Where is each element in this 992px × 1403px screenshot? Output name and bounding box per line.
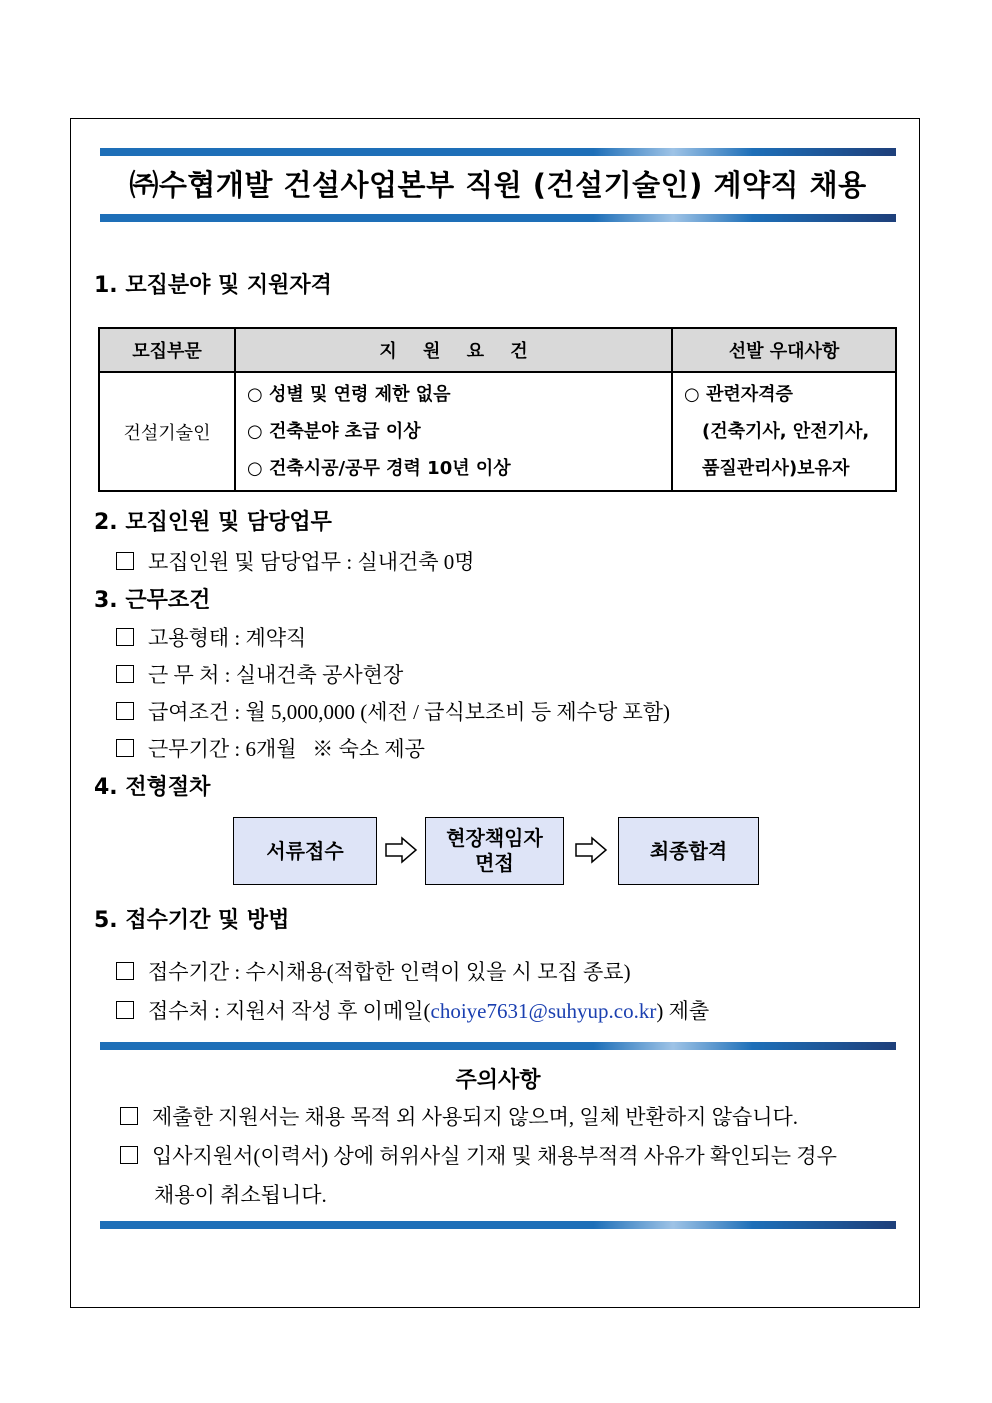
list-item: 근무기간 : 6개월 ※ 숙소 제공 bbox=[116, 733, 425, 763]
list-item: 모집인원 및 담당업무 : 실내건축 0명 bbox=[116, 546, 475, 576]
page-title: ㈜수협개발 건설사업본부 직원 (건설기술인) 계약직 채용 bbox=[129, 168, 867, 202]
checkbox-icon bbox=[116, 739, 134, 757]
preference-item: 품질관리사)보유자 bbox=[702, 458, 850, 479]
table-row bbox=[99, 372, 896, 491]
notice-item: 입사지원서(이력서) 상에 허위사실 기재 및 채용부적격 사유가 확인되는 경우 채용이 취소됩니다. bbox=[120, 1137, 837, 1215]
requirement-item: ○ 성별 및 연령 제한 없음 bbox=[247, 384, 451, 405]
list-item: 근 무 처 : 실내건축 공사현장 bbox=[116, 659, 403, 689]
requirements-table bbox=[98, 327, 897, 492]
title-bottom-bar bbox=[100, 214, 896, 222]
section-heading-4: 4. 전형절차 bbox=[94, 775, 211, 800]
list-item: 접수기간 : 수시채용(적합한 인력이 있을 시 모집 종료) bbox=[116, 956, 631, 986]
section-heading-3: 3. 근무조건 bbox=[94, 588, 211, 613]
list-item: 급여조건 : 월 5,000,000 (세전 / 급식보조비 등 제수당 포함) bbox=[116, 696, 670, 726]
title-top-bar bbox=[100, 148, 896, 156]
checkbox-icon bbox=[120, 1107, 138, 1125]
requirement-item: ○ 건축시공/공무 경력 10년 이상 bbox=[247, 458, 511, 479]
checkbox-icon bbox=[120, 1146, 138, 1164]
table-header-row bbox=[99, 328, 896, 372]
notice-bottom-bar bbox=[100, 1221, 896, 1229]
notice-item-continuation: 채용이 취소됩니다. bbox=[154, 1183, 327, 1207]
checkbox-icon bbox=[116, 552, 134, 570]
process-step-3: 최종합격 bbox=[618, 817, 759, 885]
section-heading-2: 2. 모집인원 및 담당업무 bbox=[94, 510, 332, 535]
checkbox-icon bbox=[116, 962, 134, 980]
email-link[interactable]: choiye7631@suhyup.co.kr bbox=[430, 999, 657, 1023]
table-header-requirements: 지 원 요 건 bbox=[235, 328, 672, 372]
list-item: 고용형태 : 계약직 bbox=[116, 622, 306, 652]
list-item: 접수처 : 지원서 작성 후 이메일(choiye7631@suhyup.co.kr) 제출 bbox=[116, 995, 709, 1025]
requirements-cell bbox=[235, 372, 672, 491]
field-cell bbox=[99, 372, 235, 491]
checkbox-icon bbox=[116, 628, 134, 646]
preference-item: (건축기사, 안전기사, bbox=[702, 421, 870, 442]
preferences-cell bbox=[672, 372, 896, 491]
notice-title: 주의사항 bbox=[455, 1068, 541, 1093]
process-step-1: 서류접수 bbox=[233, 817, 377, 885]
arrow-right-icon bbox=[574, 835, 608, 865]
checkbox-icon bbox=[116, 1001, 134, 1019]
notice-item: 제출한 지원서는 채용 목적 외 사용되지 않으며, 일체 반환하지 않습니다. bbox=[120, 1098, 798, 1137]
section-heading-5: 5. 접수기간 및 방법 bbox=[94, 908, 290, 933]
process-step-2: 현장책임자 면접 bbox=[425, 817, 564, 885]
preference-item: ○ 관련자격증 bbox=[684, 384, 793, 405]
table-header-field: 모집부문 bbox=[99, 328, 235, 372]
field-value: 건설기술인 bbox=[123, 422, 211, 444]
checkbox-icon bbox=[116, 665, 134, 683]
arrow-right-icon bbox=[384, 835, 418, 865]
section-heading-1: 1. 모집분야 및 지원자격 bbox=[94, 273, 332, 298]
requirement-item: ○ 건축분야 초급 이상 bbox=[247, 421, 421, 442]
checkbox-icon bbox=[116, 702, 134, 720]
table-header-preferences: 선발 우대사항 bbox=[672, 328, 896, 372]
notice-top-bar bbox=[100, 1042, 896, 1050]
